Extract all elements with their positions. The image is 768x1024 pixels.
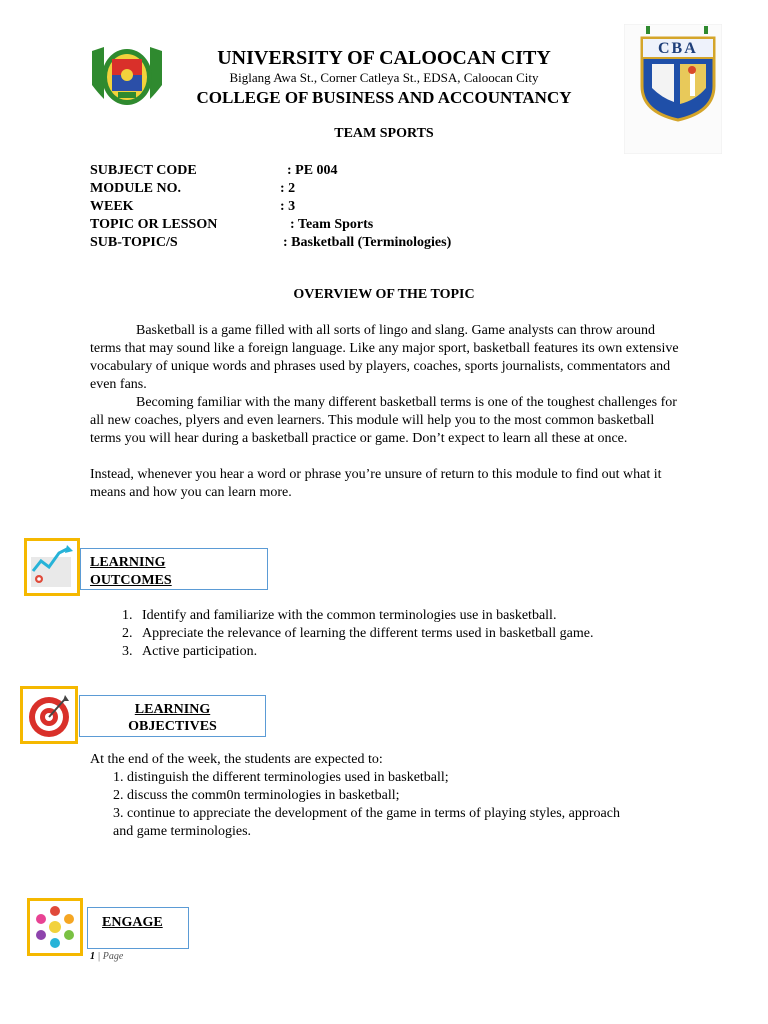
learning-objectives-title-line2: OBJECTIVES (128, 719, 217, 734)
info-week (90, 198, 296, 216)
info-module-no (90, 180, 296, 198)
learning-outcomes-title-line2: OUTCOMES (90, 573, 172, 588)
list-item: 1. distinguish the different terminologies used in basketball; (113, 770, 449, 785)
university-name: UNIVERSITY OF CALOOCAN CITY (217, 47, 551, 69)
overview-paragraph-2: Becoming familiar with the many different basketball terms is one of the toughest challenges for all new coaches, plyers and even learners. This module will help you to the most common basketball terms you will hear during a basketball practice or game. Don’t expect to learn all these at once. (90, 395, 677, 446)
overview-paragraph-1: Basketball is a game filled with all sorts of lingo and slang. Game analysts can throw around terms that may sound like a foreign language. Like any major sport, basketball features its own extensive vocabulary of unique words and phrases used by players, coaches, sports journalists, commentators and even fans. (90, 323, 679, 392)
learning-objectives-title-line1: LEARNING (134, 702, 211, 717)
cba-logo-text: CBA (658, 40, 698, 57)
learning-objectives-icon-box (20, 686, 78, 744)
objectives-intro: At the end of the week, the students are expected to: (90, 752, 383, 767)
list-item: 2. discuss the comm0n terminologies in basketball; (113, 788, 400, 803)
list-item: 1. Identify and familiarize with the common terminologies use in basketball. (136, 607, 736, 625)
list-item: 2. Appreciate the relevance of learning the different terms used in basketball game. (136, 625, 736, 643)
college-name: COLLEGE OF BUSINESS AND ACCOUNTANCY (196, 88, 572, 107)
info-label: WEEK (90, 199, 134, 214)
info-label: MODULE NO. (90, 181, 181, 196)
info-value: : Basketball (Terminologies) (283, 235, 452, 250)
target-icon (23, 689, 75, 741)
page-footer (90, 951, 123, 962)
overview-heading: OVERVIEW OF THE TOPIC (293, 287, 475, 302)
learning-outcomes-title-line1: LEARNING (90, 555, 166, 570)
team-circle-icon (30, 901, 80, 953)
info-sub-topic (90, 234, 452, 252)
document-title: TEAM SPORTS (334, 126, 434, 141)
info-label: TOPIC OR LESSON (90, 217, 218, 232)
info-value: : PE 004 (287, 163, 338, 178)
info-label: SUBJECT CODE (90, 163, 197, 178)
page-number: 1 (90, 951, 95, 962)
learning-objectives-box (79, 695, 266, 737)
overview-paragraph-3: Instead, whenever you hear a word or phrase you’re unsure of return to this module to find out what it means and how you can learn more. (90, 467, 662, 500)
info-label: SUB-TOPIC/S (90, 235, 178, 250)
engage-box (87, 907, 189, 949)
university-address: Biglang Awa St., Corner Catleya St., EDSA, Caloocan City (229, 70, 539, 85)
info-subject-code (90, 162, 338, 180)
engage-title: ENGAGE (102, 915, 163, 930)
learning-outcomes-icon-box (24, 538, 80, 596)
info-topic (90, 216, 374, 234)
growth-chart-icon (27, 541, 77, 593)
page-separator: | (95, 951, 103, 962)
learning-outcomes-box (80, 548, 268, 590)
list-item: and game terminologies. (113, 824, 252, 839)
info-value: : 3 (280, 199, 296, 214)
page-word: Page (102, 951, 124, 962)
info-value: : 2 (280, 181, 296, 196)
info-value: : Team Sports (290, 217, 374, 232)
engage-icon-box (27, 898, 83, 956)
list-item: 3. Active participation. (136, 643, 736, 661)
list-item: 3. continue to appreciate the development of the game in terms of playing styles, approach (113, 806, 620, 821)
learning-outcomes-list (90, 607, 736, 661)
